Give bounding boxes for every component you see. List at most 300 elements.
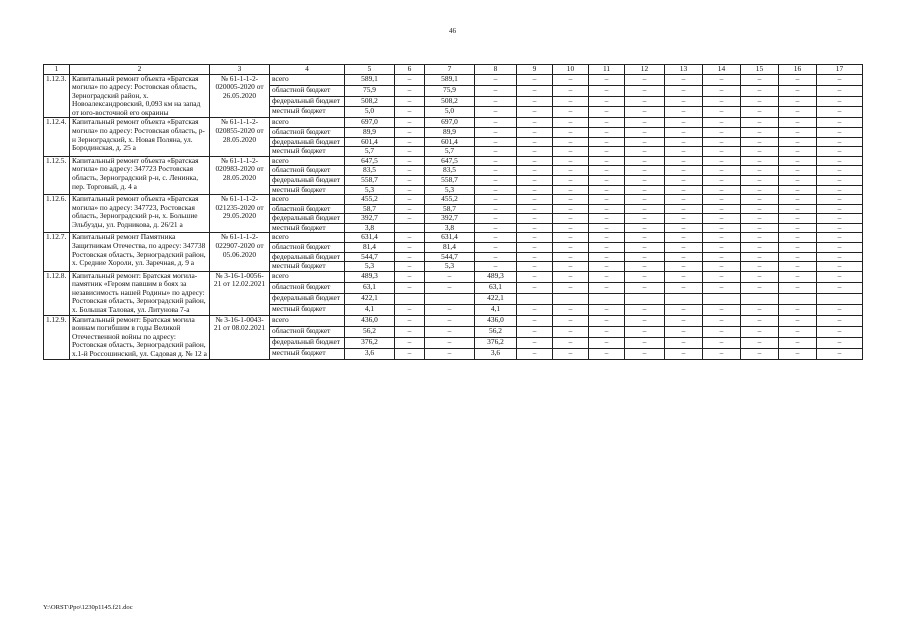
value-cell: – (779, 107, 817, 118)
value-cell: – (703, 175, 741, 185)
value-cell: – (741, 147, 779, 157)
value-cell (741, 293, 779, 304)
value-cell: – (741, 195, 779, 205)
table-row (44, 156, 863, 166)
value-cell: – (665, 223, 703, 233)
value-cell: – (779, 262, 817, 272)
value-cell: – (553, 337, 589, 348)
value-cell: – (741, 337, 779, 348)
item-number: 1.12.3. (44, 74, 70, 118)
value-cell: – (779, 233, 817, 243)
value-cell: – (625, 315, 665, 326)
value-cell: – (553, 214, 589, 224)
value-cell: 376,2 (475, 337, 517, 348)
value-cell: – (817, 262, 863, 272)
value-cell: 5,0 (345, 107, 395, 118)
value-cell: – (779, 156, 817, 166)
value-cell: 697,0 (425, 118, 475, 128)
value-cell: – (665, 156, 703, 166)
value-cell: – (553, 282, 589, 293)
page-number: 46 (449, 27, 456, 35)
value-cell: – (395, 315, 425, 326)
item-number: 1.12.5. (44, 156, 70, 194)
value-cell: – (741, 128, 779, 138)
value-cell: – (625, 137, 665, 147)
value-cell: – (703, 96, 741, 107)
value-cell: – (665, 128, 703, 138)
value-cell (553, 293, 589, 304)
value-cell: – (589, 147, 625, 157)
value-cell: – (589, 348, 625, 359)
value-cell: 422,1 (475, 293, 517, 304)
value-cell: 697,0 (345, 118, 395, 128)
value-cell: – (589, 195, 625, 205)
value-cell: – (625, 242, 665, 252)
value-cell: 489,3 (345, 271, 395, 282)
value-cell: – (741, 252, 779, 262)
value-cell: – (817, 223, 863, 233)
value-cell: – (817, 282, 863, 293)
value-cell: – (517, 137, 553, 147)
value-cell: – (553, 74, 589, 85)
value-cell: – (395, 107, 425, 118)
value-cell: – (589, 214, 625, 224)
value-cell: – (779, 175, 817, 185)
column-header: 5 (345, 65, 395, 75)
value-cell: – (517, 74, 553, 85)
value-cell: – (817, 271, 863, 282)
value-cell: – (779, 74, 817, 85)
value-cell: – (741, 262, 779, 272)
value-cell: – (741, 326, 779, 337)
value-cell (625, 293, 665, 304)
value-cell: – (625, 128, 665, 138)
funding-source: местный бюджет (270, 107, 345, 118)
value-cell: – (517, 233, 553, 243)
value-cell: – (395, 185, 425, 195)
value-cell: – (589, 242, 625, 252)
value-cell: – (395, 242, 425, 252)
item-name: Капитальный ремонт объекта «Братская могила» по адресу: 347723 Ростовская область, Зерноградский р-н, с. Ленинка, пер. Торговый, д. 4 а (70, 156, 210, 194)
funding-source: областной бюджет (270, 242, 345, 252)
value-cell: 558,7 (425, 175, 475, 185)
value-cell: – (779, 242, 817, 252)
column-header: 6 (395, 65, 425, 75)
value-cell: – (817, 304, 863, 315)
value-cell: – (625, 156, 665, 166)
value-cell: – (703, 326, 741, 337)
item-number: 1.12.6. (44, 195, 70, 233)
value-cell: – (395, 348, 425, 359)
value-cell: – (625, 107, 665, 118)
funding-source: федеральный бюджет (270, 293, 345, 304)
value-cell: – (665, 326, 703, 337)
funding-source: федеральный бюджет (270, 175, 345, 185)
value-cell: – (553, 262, 589, 272)
value-cell: – (517, 348, 553, 359)
value-cell: 4,1 (345, 304, 395, 315)
value-cell: – (475, 185, 517, 195)
value-cell: 558,7 (345, 175, 395, 185)
value-cell: – (665, 337, 703, 348)
value-cell: – (779, 282, 817, 293)
value-cell: – (517, 282, 553, 293)
funding-source: местный бюджет (270, 304, 345, 315)
value-cell: – (517, 214, 553, 224)
value-cell: – (517, 304, 553, 315)
value-cell: – (517, 252, 553, 262)
value-cell: – (517, 271, 553, 282)
value-cell: – (779, 326, 817, 337)
value-cell: – (553, 252, 589, 262)
value-cell: – (395, 271, 425, 282)
value-cell: – (665, 315, 703, 326)
value-cell: – (741, 118, 779, 128)
value-cell: – (741, 166, 779, 176)
value-cell: – (475, 147, 517, 157)
value-cell: – (817, 137, 863, 147)
value-cell: – (817, 337, 863, 348)
value-cell: 89,9 (425, 128, 475, 138)
value-cell: – (703, 137, 741, 147)
value-cell: – (703, 304, 741, 315)
value-cell: – (741, 107, 779, 118)
funding-source: областной бюджет (270, 85, 345, 96)
value-cell: – (517, 262, 553, 272)
column-header: 12 (625, 65, 665, 75)
value-cell: – (395, 233, 425, 243)
value-cell: – (625, 85, 665, 96)
value-cell: – (553, 137, 589, 147)
item-document: № 3-16-1-0056-21 от 12.02.2021 (210, 271, 270, 315)
value-cell: – (665, 107, 703, 118)
value-cell: – (703, 128, 741, 138)
value-cell: – (703, 337, 741, 348)
value-cell: – (553, 166, 589, 176)
column-header: 3 (210, 65, 270, 75)
value-cell: – (625, 337, 665, 348)
value-cell: – (553, 107, 589, 118)
value-cell: – (665, 304, 703, 315)
value-cell: – (475, 233, 517, 243)
item-number: 1.12.7. (44, 233, 70, 271)
table-row (44, 195, 863, 205)
item-name: Капитальный ремонт объекта «Братская могила» по адресу: Ростовская область, Зерноградский район, х. Новоалександровский, 0,093 км на запад от юго-восточной его окраины (70, 74, 210, 118)
value-cell: – (779, 204, 817, 214)
value-cell: – (517, 147, 553, 157)
value-cell: – (553, 315, 589, 326)
value-cell: – (475, 204, 517, 214)
value-cell: – (475, 107, 517, 118)
value-cell: 589,1 (425, 74, 475, 85)
column-header: 11 (589, 65, 625, 75)
value-cell (425, 293, 475, 304)
value-cell: – (395, 74, 425, 85)
value-cell: – (553, 128, 589, 138)
table-row (44, 74, 863, 85)
value-cell: 436,0 (345, 315, 395, 326)
value-cell: 81,4 (345, 242, 395, 252)
value-cell: 83,5 (345, 166, 395, 176)
value-cell: – (425, 282, 475, 293)
funding-source: всего (270, 74, 345, 85)
funding-source: местный бюджет (270, 262, 345, 272)
value-cell: – (817, 195, 863, 205)
value-cell: – (475, 195, 517, 205)
column-header: 1 (44, 65, 70, 75)
value-cell: – (817, 214, 863, 224)
value-cell: – (589, 252, 625, 262)
value-cell: – (475, 214, 517, 224)
funding-source: федеральный бюджет (270, 214, 345, 224)
value-cell: – (589, 326, 625, 337)
value-cell: – (817, 252, 863, 262)
value-cell: 4,1 (475, 304, 517, 315)
value-cell: – (779, 214, 817, 224)
value-cell: – (589, 282, 625, 293)
value-cell: 601,4 (425, 137, 475, 147)
value-cell: – (703, 252, 741, 262)
value-cell: 5,0 (425, 107, 475, 118)
value-cell: – (665, 185, 703, 195)
value-cell: – (625, 204, 665, 214)
value-cell: – (589, 223, 625, 233)
value-cell: – (589, 185, 625, 195)
item-name: Капитальный ремонт: Братская могила-памятник «Героям павшим в боях за независимость нашей Родины» по адресу: Ростовская область, Зерноградский район, х. Большая Таловая, ул. Литунова 7-а (70, 271, 210, 315)
table-row (44, 118, 863, 128)
value-cell: – (817, 326, 863, 337)
value-cell: – (425, 315, 475, 326)
value-cell: – (779, 252, 817, 262)
value-cell: – (741, 185, 779, 195)
value-cell: 3,8 (345, 223, 395, 233)
column-header: 7 (425, 65, 475, 75)
value-cell (779, 293, 817, 304)
value-cell: 392,7 (345, 214, 395, 224)
value-cell: – (817, 233, 863, 243)
value-cell: – (779, 185, 817, 195)
value-cell: – (817, 242, 863, 252)
value-cell: – (475, 85, 517, 96)
value-cell: – (553, 304, 589, 315)
value-cell: – (589, 74, 625, 85)
value-cell: – (475, 118, 517, 128)
value-cell: – (517, 85, 553, 96)
value-cell: – (741, 315, 779, 326)
value-cell: – (625, 74, 665, 85)
value-cell: – (553, 118, 589, 128)
value-cell: – (703, 348, 741, 359)
value-cell: – (703, 147, 741, 157)
funding-source: областной бюджет (270, 204, 345, 214)
value-cell: – (589, 271, 625, 282)
value-cell: – (625, 252, 665, 262)
funding-source: всего (270, 233, 345, 243)
item-document: № 61-1-1-2-022907-2020 от 05.06.2020 (210, 233, 270, 271)
value-cell: – (517, 128, 553, 138)
value-cell: – (741, 214, 779, 224)
value-cell: – (741, 85, 779, 96)
value-cell: – (553, 223, 589, 233)
header-row (44, 65, 863, 75)
value-cell: – (553, 175, 589, 185)
value-cell: – (589, 118, 625, 128)
value-cell: – (553, 147, 589, 157)
value-cell: – (703, 107, 741, 118)
value-cell: – (665, 74, 703, 85)
value-cell: – (589, 166, 625, 176)
value-cell (395, 293, 425, 304)
value-cell: – (553, 271, 589, 282)
value-cell: – (703, 166, 741, 176)
value-cell: – (703, 214, 741, 224)
value-cell: – (665, 242, 703, 252)
value-cell: – (553, 326, 589, 337)
value-cell: – (589, 137, 625, 147)
value-cell: – (665, 85, 703, 96)
funding-source: федеральный бюджет (270, 96, 345, 107)
value-cell: – (475, 175, 517, 185)
value-cell: – (475, 262, 517, 272)
funding-source: местный бюджет (270, 147, 345, 157)
value-cell (395, 223, 425, 233)
value-cell: – (625, 271, 665, 282)
value-cell: – (395, 137, 425, 147)
value-cell: – (395, 252, 425, 262)
value-cell: 601,4 (345, 137, 395, 147)
value-cell: 3,6 (475, 348, 517, 359)
value-cell: – (703, 156, 741, 166)
funding-source: областной бюджет (270, 128, 345, 138)
value-cell: – (589, 337, 625, 348)
value-cell: 5,3 (345, 262, 395, 272)
value-cell: – (553, 204, 589, 214)
value-cell: 508,2 (345, 96, 395, 107)
value-cell: – (625, 185, 665, 195)
value-cell: – (779, 315, 817, 326)
funding-source: местный бюджет (270, 185, 345, 195)
value-cell: – (425, 348, 475, 359)
value-cell: – (665, 271, 703, 282)
value-cell: – (425, 271, 475, 282)
value-cell: – (625, 282, 665, 293)
value-cell (589, 293, 625, 304)
table-row (44, 233, 863, 243)
value-cell: 436,0 (475, 315, 517, 326)
value-cell: – (395, 147, 425, 157)
value-cell: – (517, 156, 553, 166)
value-cell: – (817, 175, 863, 185)
value-cell: 422,1 (345, 293, 395, 304)
funding-source: областной бюджет (270, 282, 345, 293)
value-cell: – (625, 214, 665, 224)
value-cell: 5,3 (425, 262, 475, 272)
file-path-footer: Y:\ORST\Ppo\1230p1145.f21.doc (43, 604, 133, 611)
item-name: Капитальный ремонт объекта «Братская могила» по адресу: 347723, Ростовская область, Зерноградский р-н, х. Большие Эльбузды, ул. Родникова, д. 26/21 а (70, 195, 210, 233)
value-cell: – (425, 304, 475, 315)
value-cell: 455,2 (425, 195, 475, 205)
value-cell: – (665, 233, 703, 243)
funding-source: областной бюджет (270, 166, 345, 176)
value-cell: – (625, 304, 665, 315)
value-cell: 56,2 (475, 326, 517, 337)
value-cell: 631,4 (345, 233, 395, 243)
value-cell: 589,1 (345, 74, 395, 85)
value-cell: 56,2 (345, 326, 395, 337)
value-cell: – (779, 304, 817, 315)
value-cell: – (475, 252, 517, 262)
value-cell (703, 293, 741, 304)
item-document: № 61-1-1-2-021235-2020 от 29.05.2020 (210, 195, 270, 233)
value-cell: – (589, 262, 625, 272)
value-cell: 508,2 (425, 96, 475, 107)
value-cell: – (779, 195, 817, 205)
item-number: 1.12.9. (44, 315, 70, 359)
value-cell: – (665, 282, 703, 293)
value-cell: – (625, 175, 665, 185)
item-name: Капитальный ремонт объекта «Братская могила» по адресу: Ростовская область, р-н Зерноградский, х. Новая Поляна, ул. Бородинская, д. 25 а (70, 118, 210, 156)
value-cell: – (741, 271, 779, 282)
value-cell: – (817, 315, 863, 326)
value-cell: – (553, 85, 589, 96)
value-cell: – (703, 315, 741, 326)
value-cell: – (703, 242, 741, 252)
value-cell: – (703, 85, 741, 96)
value-cell: – (395, 156, 425, 166)
value-cell: – (475, 156, 517, 166)
value-cell: – (475, 166, 517, 176)
value-cell: 58,7 (345, 204, 395, 214)
value-cell: 631,4 (425, 233, 475, 243)
value-cell: – (625, 195, 665, 205)
value-cell: – (817, 107, 863, 118)
value-cell: – (741, 96, 779, 107)
funding-source: федеральный бюджет (270, 337, 345, 348)
value-cell: – (703, 74, 741, 85)
value-cell: – (665, 96, 703, 107)
funding-source: местный бюджет (270, 348, 345, 359)
value-cell: – (517, 223, 553, 233)
value-cell: – (517, 242, 553, 252)
value-cell: – (553, 156, 589, 166)
value-cell: – (817, 85, 863, 96)
value-cell: – (779, 128, 817, 138)
funding-source: всего (270, 195, 345, 205)
value-cell (665, 293, 703, 304)
value-cell: – (589, 96, 625, 107)
value-cell: – (741, 223, 779, 233)
value-cell: 3,8 (425, 223, 475, 233)
value-cell: – (625, 326, 665, 337)
value-cell: – (395, 175, 425, 185)
column-header: 15 (741, 65, 779, 75)
value-cell: – (395, 304, 425, 315)
column-header: 9 (517, 65, 553, 75)
funding-source: всего (270, 271, 345, 282)
item-name: Капитальный ремонт: Братская могила воинам погибшим в годы Великой Отечественной войны по адресу: Ростовская область, Зерноградский район, х.1-й Россошинский, ул. Садовая д. № 12 а (70, 315, 210, 359)
value-cell: – (395, 282, 425, 293)
column-header: 2 (70, 65, 210, 75)
value-cell: – (817, 204, 863, 214)
value-cell: – (665, 195, 703, 205)
value-cell: – (625, 147, 665, 157)
funding-source: всего (270, 118, 345, 128)
item-document: № 61-1-1-2-020005-2020 от 26.05.2020 (210, 74, 270, 118)
value-cell: – (741, 348, 779, 359)
funding-source: местный бюджет (270, 223, 345, 233)
value-cell: 544,7 (345, 252, 395, 262)
value-cell: – (703, 271, 741, 282)
